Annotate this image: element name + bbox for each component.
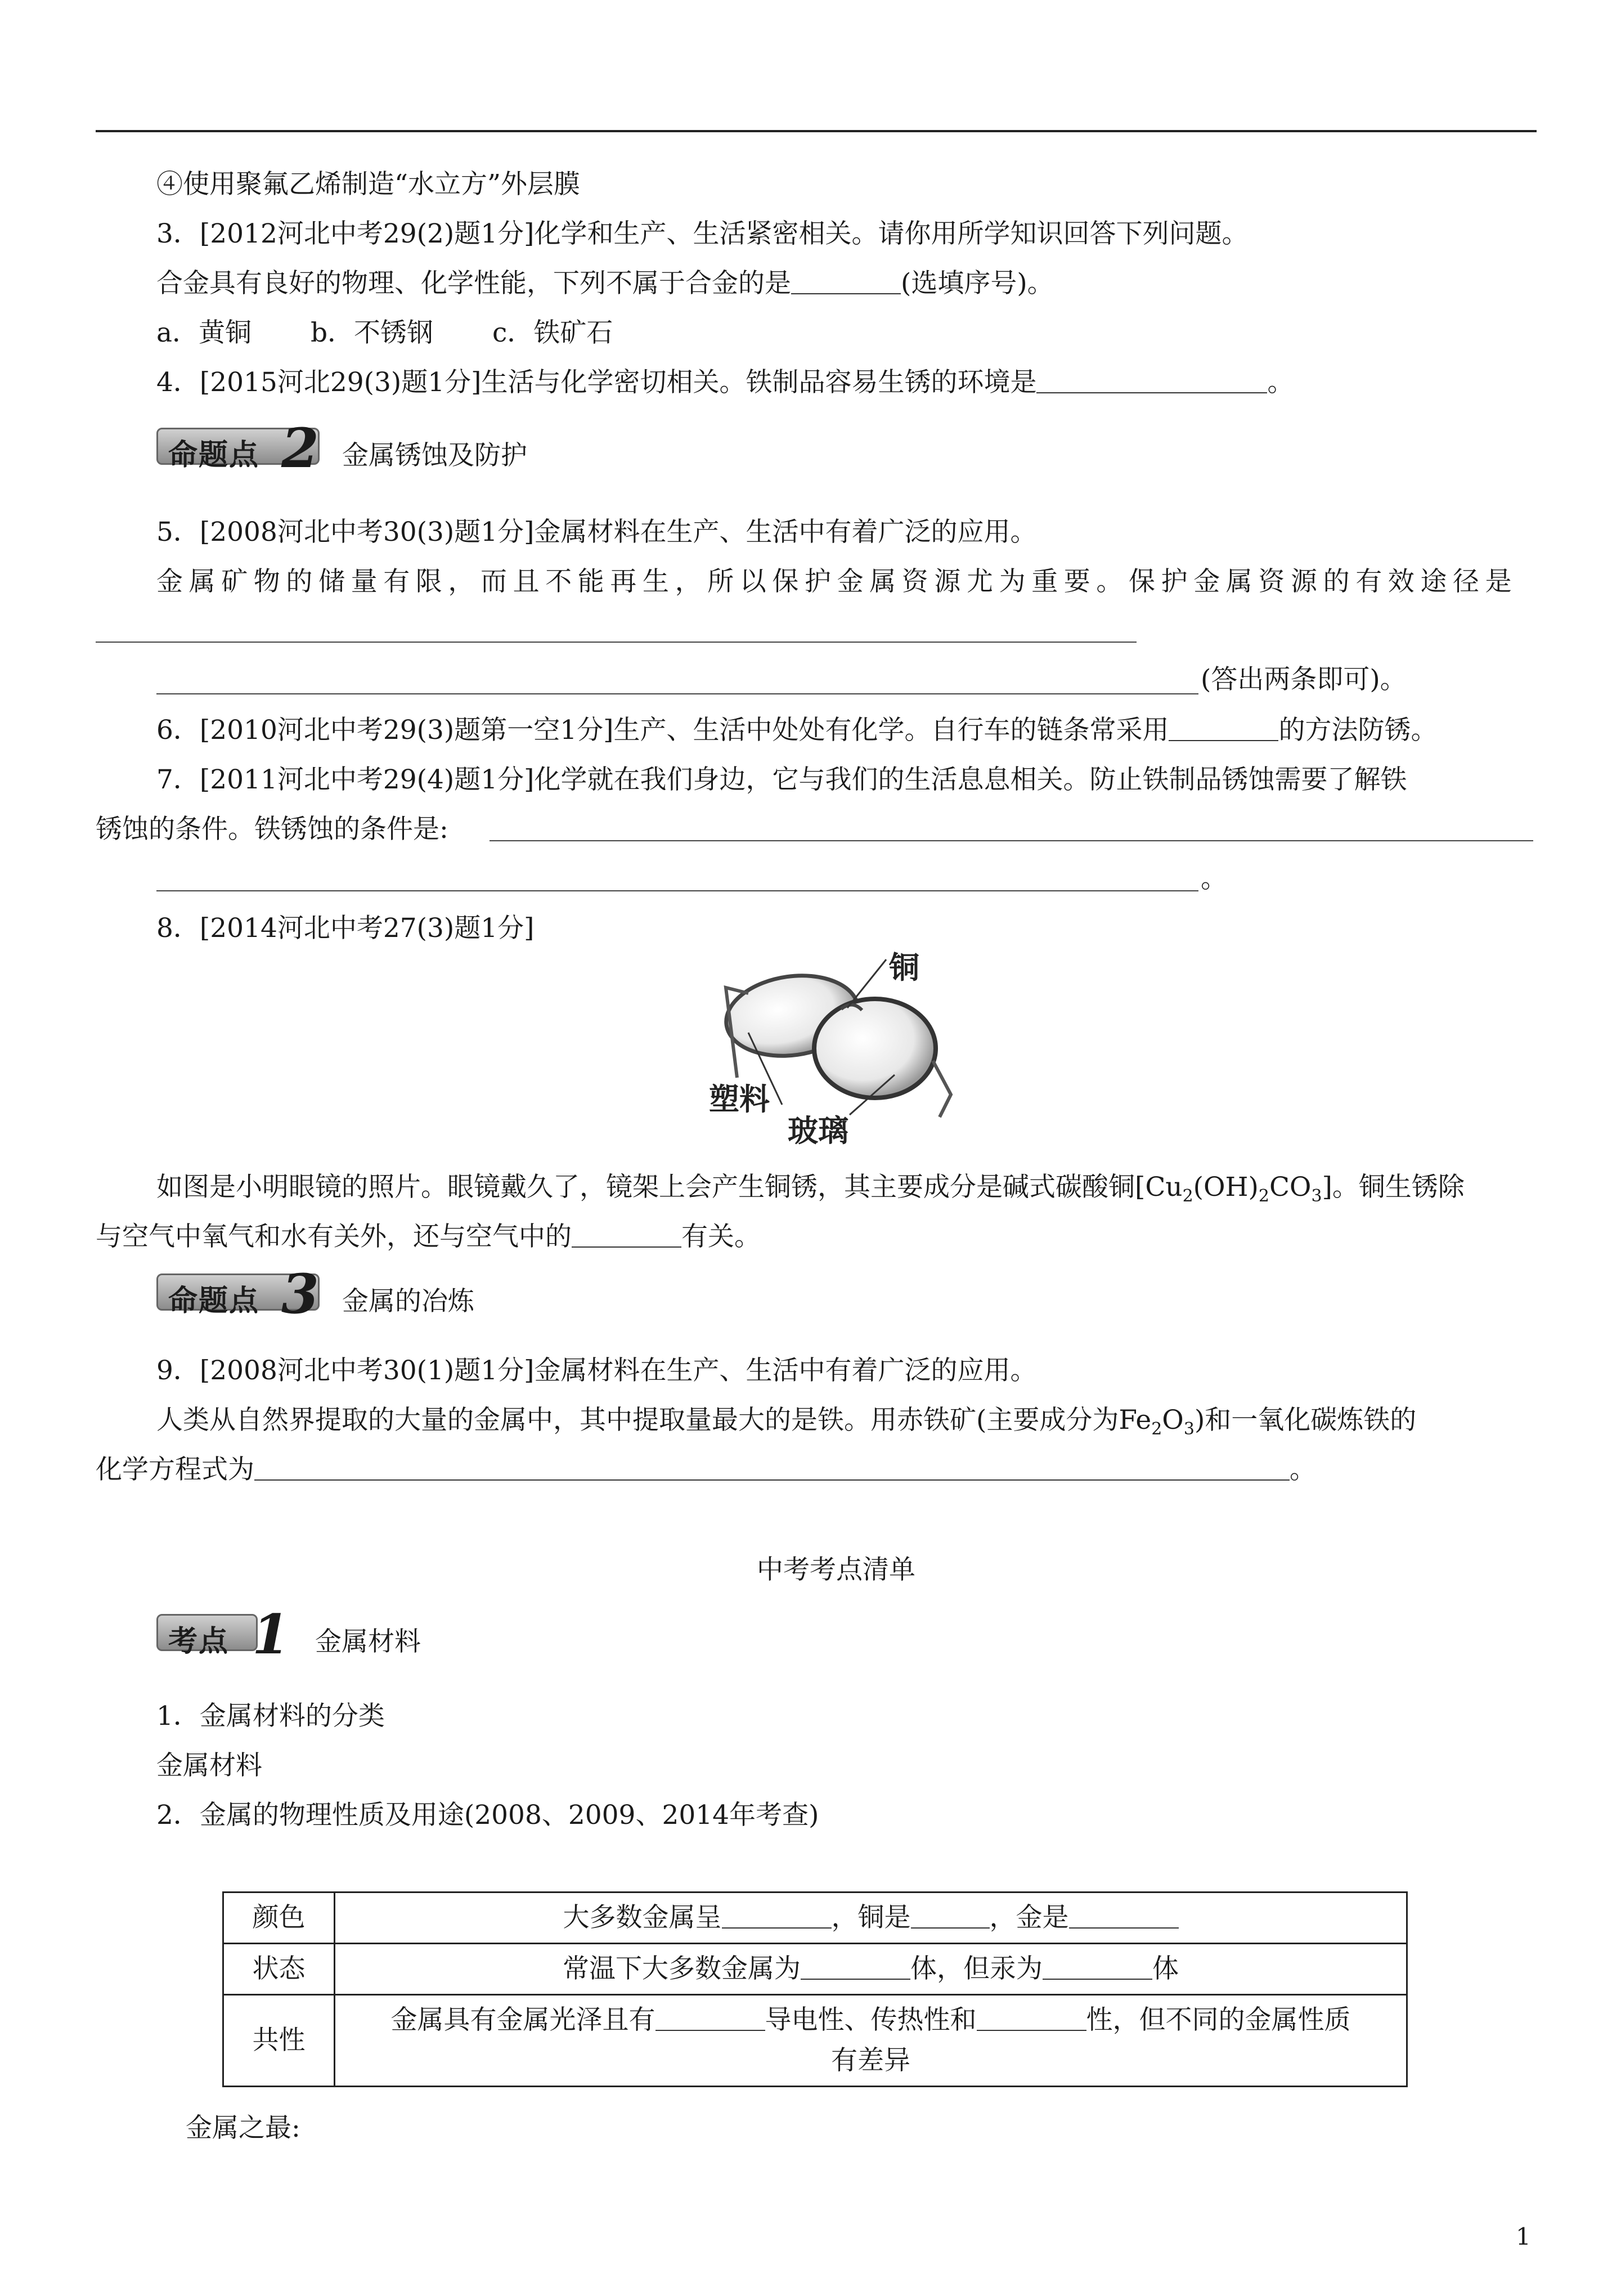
badge-title: 金属的冶炼 (342, 1286, 474, 1317)
q5-line1: 5．[2008河北中考30(3)题1分]金属材料在生产、生活中有着广泛的应用。 (156, 517, 1037, 548)
subscript: 2 (1151, 1419, 1162, 1439)
answer-line[interactable] (156, 890, 1198, 891)
cell-text: 性，但不同的金属性质 (1086, 2004, 1351, 2035)
q5-tail: (答出两条即可)。 (1201, 664, 1407, 695)
label-glass: 玻璃 (788, 1113, 848, 1149)
q9-text-3: )和一氧化碳炼铁的 (1194, 1405, 1417, 1436)
q8-tail: 有关。 (681, 1221, 761, 1252)
badge-mingtidian-3 (156, 1262, 663, 1326)
q4-tail: 。 (1267, 367, 1294, 398)
answer-line[interactable] (96, 642, 1137, 643)
k1-item1: 1．金属材料的分类 (156, 1701, 385, 1732)
q3-line2-tail: (选填序号)。 (901, 268, 1054, 299)
answer-blank[interactable] (911, 1905, 990, 1929)
q8-line3 (96, 1220, 761, 1254)
row-body-color (335, 1893, 1407, 1944)
answer-blank[interactable] (791, 271, 901, 294)
page-number: 1 (1516, 2223, 1531, 2250)
q8-line1: 8．[2014河北中考27(3)题1分] (156, 913, 535, 944)
metal-properties-table (222, 1891, 1408, 2087)
q8-text-5: 与空气中氧气和水有关外，还与空气中的 (96, 1221, 572, 1252)
badge-label: 命题点 (168, 1284, 260, 1318)
cell-text: 大多数金属呈 (563, 1902, 722, 1933)
subscript: 2 (1258, 1186, 1269, 1206)
q9-text-1: 人类从自然界提取的大量的金属中，其中提取量最大的是铁。用赤铁矿(主要成分为Fe (156, 1405, 1152, 1436)
q9-line3 (96, 1453, 1316, 1487)
badge-title: 金属锈蚀及防护 (342, 440, 527, 471)
option-c: c．铁矿石 (492, 317, 613, 348)
answer-blank[interactable] (572, 1224, 681, 1248)
option-b: b．不锈钢 (310, 317, 434, 348)
badge-mingtidian-2 (156, 416, 663, 480)
q8-line2 (156, 1171, 1465, 1213)
cell-text: 体，但汞为 (910, 1953, 1043, 1984)
q7-tail: 。 (1201, 863, 1227, 894)
q8-text-2: (OH) (1193, 1172, 1259, 1203)
section-title: 中考考点清单 (757, 1554, 915, 1585)
q4-line (156, 366, 1294, 400)
q3-line1 (156, 217, 1248, 251)
q3-options (156, 316, 613, 350)
cell-text: ，铜是 (831, 1902, 911, 1933)
cell-text: 金属具有金属光泽且有 (390, 2004, 655, 2035)
answer-blank[interactable] (977, 2007, 1086, 2031)
table-row (223, 1893, 1407, 1944)
cell-text: 常温下大多数金属为 (563, 1953, 801, 1984)
q2-item4: ④使用聚氟乙烯制造“水立方”外层膜 (156, 169, 581, 200)
option-a: a．黄铜 (156, 317, 252, 348)
answer-blank[interactable] (1036, 370, 1267, 393)
badge-label: 考点 (168, 1625, 230, 1658)
q3-line2 (156, 267, 1054, 301)
cell-text: ，金是 (989, 1902, 1069, 1933)
q9-tail: 。 (1290, 1454, 1316, 1485)
badge-number: 3 (281, 1262, 319, 1326)
answer-blank[interactable] (1043, 1956, 1152, 1980)
q7-line2: 锈蚀的条件。铁锈蚀的条件是: (96, 814, 448, 845)
q4-text: 4．[2015河北29(3)题1分]生活与化学密切相关。铁制品容易生锈的环境是 (156, 367, 1037, 398)
metal-best-label: 金属之最: (186, 2113, 300, 2143)
header-rule (96, 130, 1537, 132)
row-head-color: 颜色 (223, 1893, 335, 1944)
subscript: 2 (1182, 1186, 1193, 1206)
k1-item2: 2．金属的物理性质及用途(2008、2009、2014年考查) (156, 1800, 819, 1831)
q5-line2: 金属矿物的储量有限，而且不能再生，所以保护金属资源尤为重要。保护金属资源的有效途径是 (156, 566, 1518, 597)
answer-blank[interactable] (1169, 718, 1278, 741)
cell-text: 有差异 (831, 2045, 910, 2076)
row-body-state (335, 1944, 1407, 1995)
label-copper: 铜 (889, 950, 919, 985)
row-body-common (335, 1995, 1407, 2087)
glasses-figure (709, 948, 962, 1149)
q9-line1: 9．[2008河北中考30(1)题1分]金属材料在生产、生活中有着广泛的应用。 (156, 1355, 1037, 1386)
subscript: 3 (1311, 1186, 1322, 1206)
badge-label: 命题点 (168, 438, 260, 472)
answer-line[interactable] (490, 840, 1533, 841)
q8-text-4: ]。铜生锈除 (1322, 1172, 1465, 1203)
table-row (223, 1995, 1407, 2087)
q6-text: 6．[2010河北中考29(3)题第一空1分]生产、生活中处处有化学。自行车的链条常采用 (156, 715, 1169, 746)
row-head-common: 共性 (223, 1995, 335, 2087)
answer-blank[interactable] (1069, 1905, 1179, 1929)
q8-text-3: CO (1269, 1172, 1312, 1203)
k1-item1-sub: 金属材料 (156, 1750, 262, 1781)
q9-text-2: O (1162, 1405, 1184, 1436)
answer-blank[interactable] (254, 1457, 1290, 1481)
q8-text-1: 如图是小明眼镜的照片。眼镜戴久了，镜架上会产生铜锈，其主要成分是碱式碳酸铜[Cu (156, 1172, 1183, 1203)
q6-tail: 的方法防锈。 (1278, 715, 1438, 746)
answer-line[interactable] (156, 693, 1198, 694)
subscript: 3 (1183, 1419, 1195, 1439)
answer-blank[interactable] (801, 1956, 910, 1980)
q3-text: 化学和生产、生活紧密相关。请你用所学知识回答下列问题。 (534, 218, 1249, 249)
q3-line2-text: 合金具有良好的物理、化学性能，下列不属于合金的是 (156, 268, 791, 299)
badge-kaodian-1 (156, 1603, 607, 1666)
q9-line2 (156, 1403, 1416, 1446)
badge-number: 2 (281, 416, 319, 480)
answer-blank[interactable] (655, 2007, 765, 2031)
badge-number: 1 (252, 1603, 290, 1666)
row-head-state: 状态 (223, 1944, 335, 1995)
cell-text: 体 (1152, 1953, 1179, 1984)
q6-line (156, 714, 1437, 747)
badge-title: 金属材料 (315, 1626, 421, 1657)
label-plastic: 塑料 (709, 1082, 770, 1117)
answer-blank[interactable] (722, 1905, 832, 1929)
q3-source: 3．[2012河北中考29(2)题1分] (156, 218, 535, 249)
table-row (223, 1944, 1407, 1995)
cell-text: 导电性、传热性和 (765, 2004, 977, 2035)
badge-pill (156, 1614, 258, 1658)
q9-text-4: 化学方程式为 (96, 1454, 254, 1485)
q7-line1: 7．[2011河北中考29(4)题1分]化学就在我们身边，它与我们的生活息息相关。防止铁制品锈蚀需要了解铁 (156, 764, 1407, 795)
